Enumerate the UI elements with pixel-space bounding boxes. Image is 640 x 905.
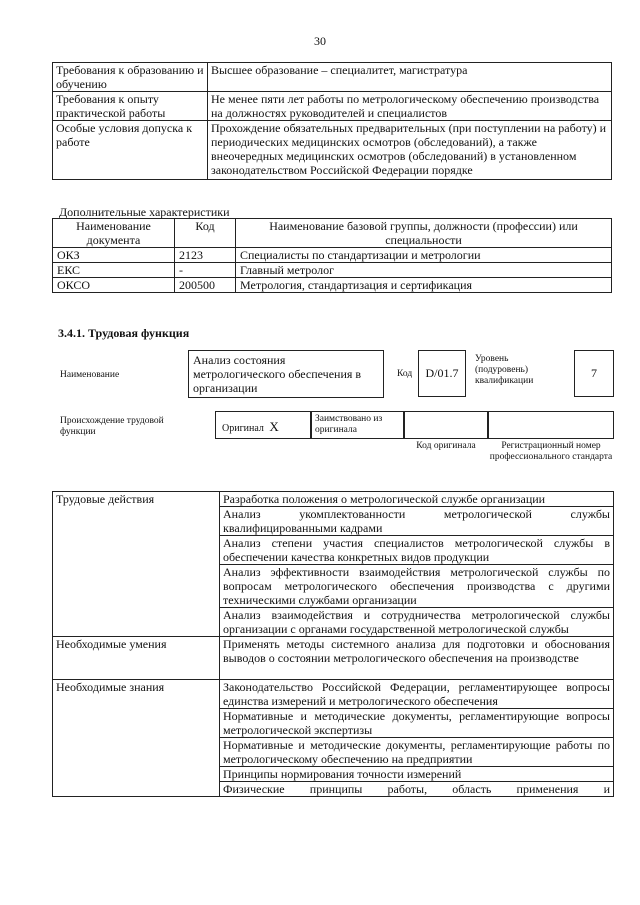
original-code-cell — [404, 411, 488, 439]
table-row — [53, 63, 612, 92]
req-value: Не менее пяти лет работы по метрологическому обеспечению производства на должностях руководителей и специалистов — [208, 92, 612, 121]
skill-item: Применять методы системного анализа для подготовки и обоснования выводов о состоянии метрологического обеспечения на производстве — [220, 637, 614, 680]
req-label: Требования к опыту практической работы — [53, 92, 208, 121]
code-cell: - — [175, 263, 236, 278]
table-row — [53, 92, 612, 121]
requirements-table — [52, 62, 612, 180]
original-cell — [215, 411, 311, 439]
origin-label: Происхождение трудовой функции — [60, 416, 164, 437]
group-name-cell: Главный метролог — [236, 263, 612, 278]
knowledge-item: Нормативные и методические документы, регламентирующие работы по метрологическому обеспечению на предприятии — [220, 738, 614, 767]
doc-name-cell: ЕКС — [53, 263, 175, 278]
column-header: Код — [175, 219, 236, 248]
table-header-row — [53, 219, 612, 248]
code-original-label: Код оригинала — [416, 441, 476, 451]
borrowed-cell: Заимствовано из оригинала — [311, 411, 404, 439]
table-row — [53, 263, 612, 278]
knowledge-item: Принципы нормирования точности измерений — [220, 767, 614, 782]
name-label: Наименование — [60, 370, 120, 380]
doc-name-cell: ОКСО — [53, 278, 175, 293]
req-label: Требования к образованию и обучению — [53, 63, 208, 92]
table-row — [53, 492, 614, 507]
original-mark: X — [269, 419, 279, 434]
extra-caption: Дополнительные характеристики — [59, 205, 230, 219]
knowledge-item: Физические принципы работы, область применения и — [220, 782, 614, 797]
table-row — [53, 637, 614, 680]
extra-characteristics-table — [52, 218, 612, 293]
action-item: Разработка положения о метрологической службе организации — [220, 492, 614, 507]
function-name-box: Анализ состояния метрологического обеспечения в организации — [188, 350, 384, 398]
doc-name-cell: ОКЗ — [53, 248, 175, 263]
req-value: Высшее образование – специалитет, магистратура — [208, 63, 612, 92]
level-box: 7 — [574, 350, 614, 397]
code-cell: 2123 — [175, 248, 236, 263]
action-item: Анализ взаимодействия и сотрудничества метрологической службы организации с органами государственной метрологической службы — [220, 608, 614, 637]
req-value: Прохождение обязательных предварительных (при поступлении на работу) и периодических медицинских осмотров (обследований), а также внеочередных медицинских осмотров (обследований) в установленном законодательством Российской Федерации порядке — [208, 121, 612, 180]
req-label: Особые условия допуска к работе — [53, 121, 208, 180]
column-header: Наименование базовой группы, должности (профессии) или специальности — [236, 219, 612, 248]
table-row — [53, 278, 612, 293]
page-number: 30 — [314, 34, 326, 48]
table-row — [53, 121, 612, 180]
level-label: Уровень (подуровень) квалификации — [475, 354, 534, 386]
section-heading: 3.4.1. Трудовая функция — [58, 326, 190, 340]
function-details-table — [52, 491, 614, 797]
reg-number-label: Регистрационный номер профессионального стандарта — [489, 441, 613, 462]
skills-label: Необходимые умения — [53, 637, 220, 680]
action-item: Анализ укомплектованности метрологической службы квалифицированными кадрами — [220, 507, 614, 536]
knowledge-item: Нормативные и методические документы, регламентирующие вопросы метрологической экспертизы — [220, 709, 614, 738]
code-label: Код — [397, 369, 413, 379]
table-row — [53, 248, 612, 263]
code-cell: 200500 — [175, 278, 236, 293]
group-name-cell: Метрология, стандартизация и сертификация — [236, 278, 612, 293]
action-item: Анализ степени участия специалистов метрологической службы в обеспечении качества конкретных видов продукции — [220, 536, 614, 565]
group-name-cell: Специалисты по стандартизации и метрологии — [236, 248, 612, 263]
action-item: Анализ эффективности взаимодействия метрологической службы по вопросам метрологического обеспечения производства с другими техническими службами организации — [220, 565, 614, 608]
original-label: Оригинал — [222, 423, 264, 434]
table-row — [53, 680, 614, 709]
column-header: Наименование документа — [53, 219, 175, 248]
reg-number-cell — [488, 411, 614, 439]
actions-label: Трудовые действия — [53, 492, 220, 637]
knowledge-item: Законодательство Российской Федерации, регламентирующее вопросы единства измерений и метрологического обеспечения — [220, 680, 614, 709]
knowledge-label: Необходимые знания — [53, 680, 220, 797]
function-code-box: D/01.7 — [418, 350, 466, 397]
